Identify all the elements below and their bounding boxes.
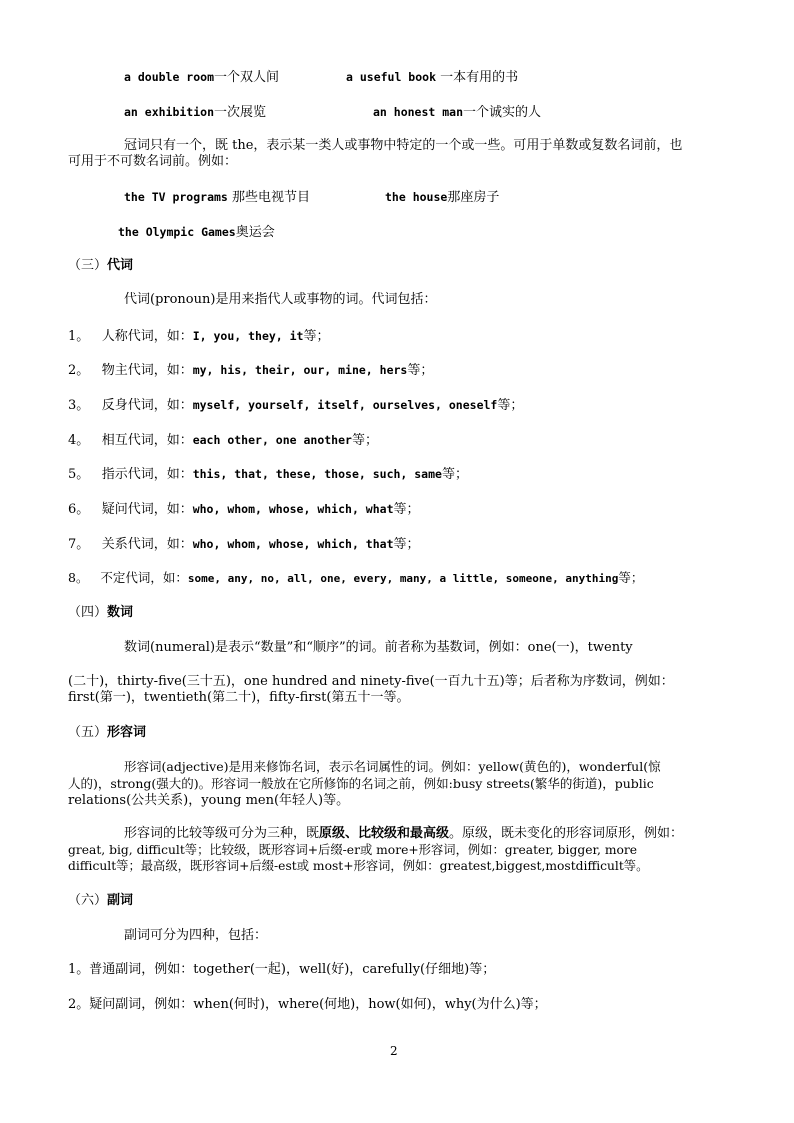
example-en: the TV programs — [124, 190, 228, 204]
item-label: 指示代词，如： — [101, 467, 193, 482]
heading-text: 副词 — [107, 893, 134, 908]
item-number: 7。 — [68, 537, 90, 552]
adjectives-p1-line-1: 形容词(adjective)是用来修饰名词，表示名词属性的词。例如：yellow(黄色的)，wonderful(惊 — [124, 759, 661, 774]
example-zh: 那些电视节目 — [227, 190, 310, 205]
example-en: a useful book — [346, 70, 437, 84]
item-examples: who, whom, whose, which, what — [192, 502, 394, 516]
example-the-tv-programs — [124, 189, 310, 206]
item-examples: myself, yourself, itself, ourselves, oneself — [192, 398, 498, 412]
item-examples: I, you, they, it — [192, 329, 304, 343]
adjectives-p2-line-2: great, big, difficult等；比较级，既形容词+后缀-er或 more+形容词，例如：greater, bigger, more — [68, 843, 638, 857]
pronouns-intro: 代词(pronoun)是用来指代人或事物的词。代词包括： — [124, 292, 437, 307]
adjectives-p1-line-3: relations(公共关系)，young men(年轻人)等。 — [68, 793, 350, 808]
item-number: 8。 — [68, 570, 89, 585]
heading-number: （五） — [68, 725, 108, 740]
example-zh: 一本有用的书 — [436, 70, 519, 85]
heading-text: 数词 — [107, 605, 134, 620]
item-tail: 等； — [441, 467, 468, 482]
adverbs-intro: 副词可分为四种，包括： — [124, 928, 268, 943]
section-heading-numerals — [68, 605, 133, 621]
example-zh: 那座房子 — [447, 190, 500, 205]
item-label: 人称代词，如： — [101, 329, 193, 344]
heading-text: 代词 — [107, 258, 134, 273]
example-an-honest-man — [373, 104, 541, 121]
text-part: 。原级，既未变化的形容词原形，例如： — [449, 826, 684, 841]
numerals-line-2: (二十)，thirty-five(三十五)，one hundred and ninety-five(一百九十五)等；后者称为序数词，例如： — [68, 674, 674, 689]
item-examples: this, that, these, those, such, same — [192, 467, 442, 481]
item-label: 关系代词，如： — [101, 537, 193, 552]
example-zh: 奥运会 — [235, 225, 275, 240]
item-tail: 等； — [351, 433, 378, 448]
item-number: 6。 — [68, 502, 90, 517]
text-part: 形容词的比较等级可分为三种，既 — [124, 826, 320, 841]
item-tail: 等； — [618, 570, 644, 585]
item-examples: each other, one another — [192, 433, 352, 447]
heading-number: （三） — [68, 258, 108, 273]
item-label: 疑问代词，如： — [101, 502, 193, 517]
item-tail: 等； — [303, 329, 330, 344]
section-heading-pronouns — [68, 258, 133, 274]
section-heading-adjectives — [68, 725, 146, 741]
item-tail: 等； — [393, 537, 420, 552]
pronoun-item — [68, 501, 420, 518]
item-label: 物主代词，如： — [101, 363, 193, 378]
pronoun-item — [68, 328, 330, 345]
adjectives-p2-line-3: difficult等；最高级，既形容词+后缀-est或 most+形容词，例如：greatest,biggest,mostdifficult等。 — [68, 859, 649, 873]
item-examples: who, whom, whose, which, that — [192, 537, 394, 551]
example-zh: 一个双人间 — [214, 70, 280, 85]
adjectives-p2-line-1 — [124, 826, 683, 842]
example-en: the house — [385, 190, 448, 204]
pronoun-item — [68, 536, 420, 553]
example-zh: 一个诚实的人 — [463, 105, 542, 120]
example-en: the Olympic Games — [118, 225, 236, 239]
definite-article-paragraph-line-1: 冠词只有一个，既 the，表示某一类人或事物中特定的一个或一些。可用于单数或复数名词前，也 — [124, 138, 683, 153]
example-an-exhibition — [124, 104, 266, 121]
pronoun-item — [68, 362, 433, 379]
item-number: 4。 — [68, 433, 90, 448]
pronoun-item — [68, 570, 643, 587]
item-examples: my, his, their, our, mine, hers — [192, 363, 408, 377]
emphasis-degrees: 原级、比较级和最高级 — [319, 826, 450, 841]
adjectives-p1-line-2: 人的)，strong(强大的)。形容词一般放在它所修饰的名词之前，例如:busy streets(繁华的街道)，public — [68, 776, 654, 791]
numerals-line-3: first(第一)，twentieth(第二十)，fifty-first(第五十一等。 — [68, 690, 410, 705]
example-the-house — [385, 189, 499, 206]
example-en: a double room — [124, 70, 215, 84]
pronoun-item — [68, 466, 468, 483]
item-tail: 等； — [393, 502, 420, 517]
pronoun-item — [68, 432, 378, 449]
adverb-item: 1。普通副词，例如：together(一起)，well(好)，carefully(仔细地)等； — [68, 962, 496, 977]
example-a-double-room — [124, 69, 279, 86]
page-number: 2 — [390, 1044, 398, 1058]
example-en: an exhibition — [124, 105, 215, 119]
adverb-item: 2。疑问副词，例如：when(何时)，where(何地)，how(如何)，why(为什么)等； — [68, 997, 547, 1012]
item-number: 1。 — [68, 329, 90, 344]
example-en: an honest man — [373, 105, 464, 119]
item-tail: 等； — [497, 398, 524, 413]
section-heading-adverbs — [68, 893, 133, 909]
example-zh: 一次展览 — [214, 105, 267, 120]
example-a-useful-book — [346, 69, 518, 86]
item-number: 2。 — [68, 363, 90, 378]
numerals-line-1: 数词(numeral)是表示“数量”和“顺序”的词。前者称为基数词，例如：one(一)，twenty — [124, 640, 633, 655]
item-examples: some, any, no, all, one, every, many, a little, someone, anything — [187, 572, 619, 585]
definite-article-paragraph-line-2: 可用于不可数名词前。例如： — [68, 154, 238, 169]
item-label: 相互代词，如： — [101, 433, 193, 448]
item-label: 反身代词，如： — [101, 398, 193, 413]
heading-text: 形容词 — [107, 725, 147, 740]
item-number: 5。 — [68, 467, 90, 482]
item-tail: 等； — [407, 363, 434, 378]
heading-number: （四） — [68, 605, 108, 620]
heading-number: （六） — [68, 893, 108, 908]
pronoun-item — [68, 397, 523, 414]
example-the-olympic-games — [118, 224, 275, 241]
item-label: 不定代词，如： — [100, 570, 188, 585]
item-number: 3。 — [68, 398, 90, 413]
